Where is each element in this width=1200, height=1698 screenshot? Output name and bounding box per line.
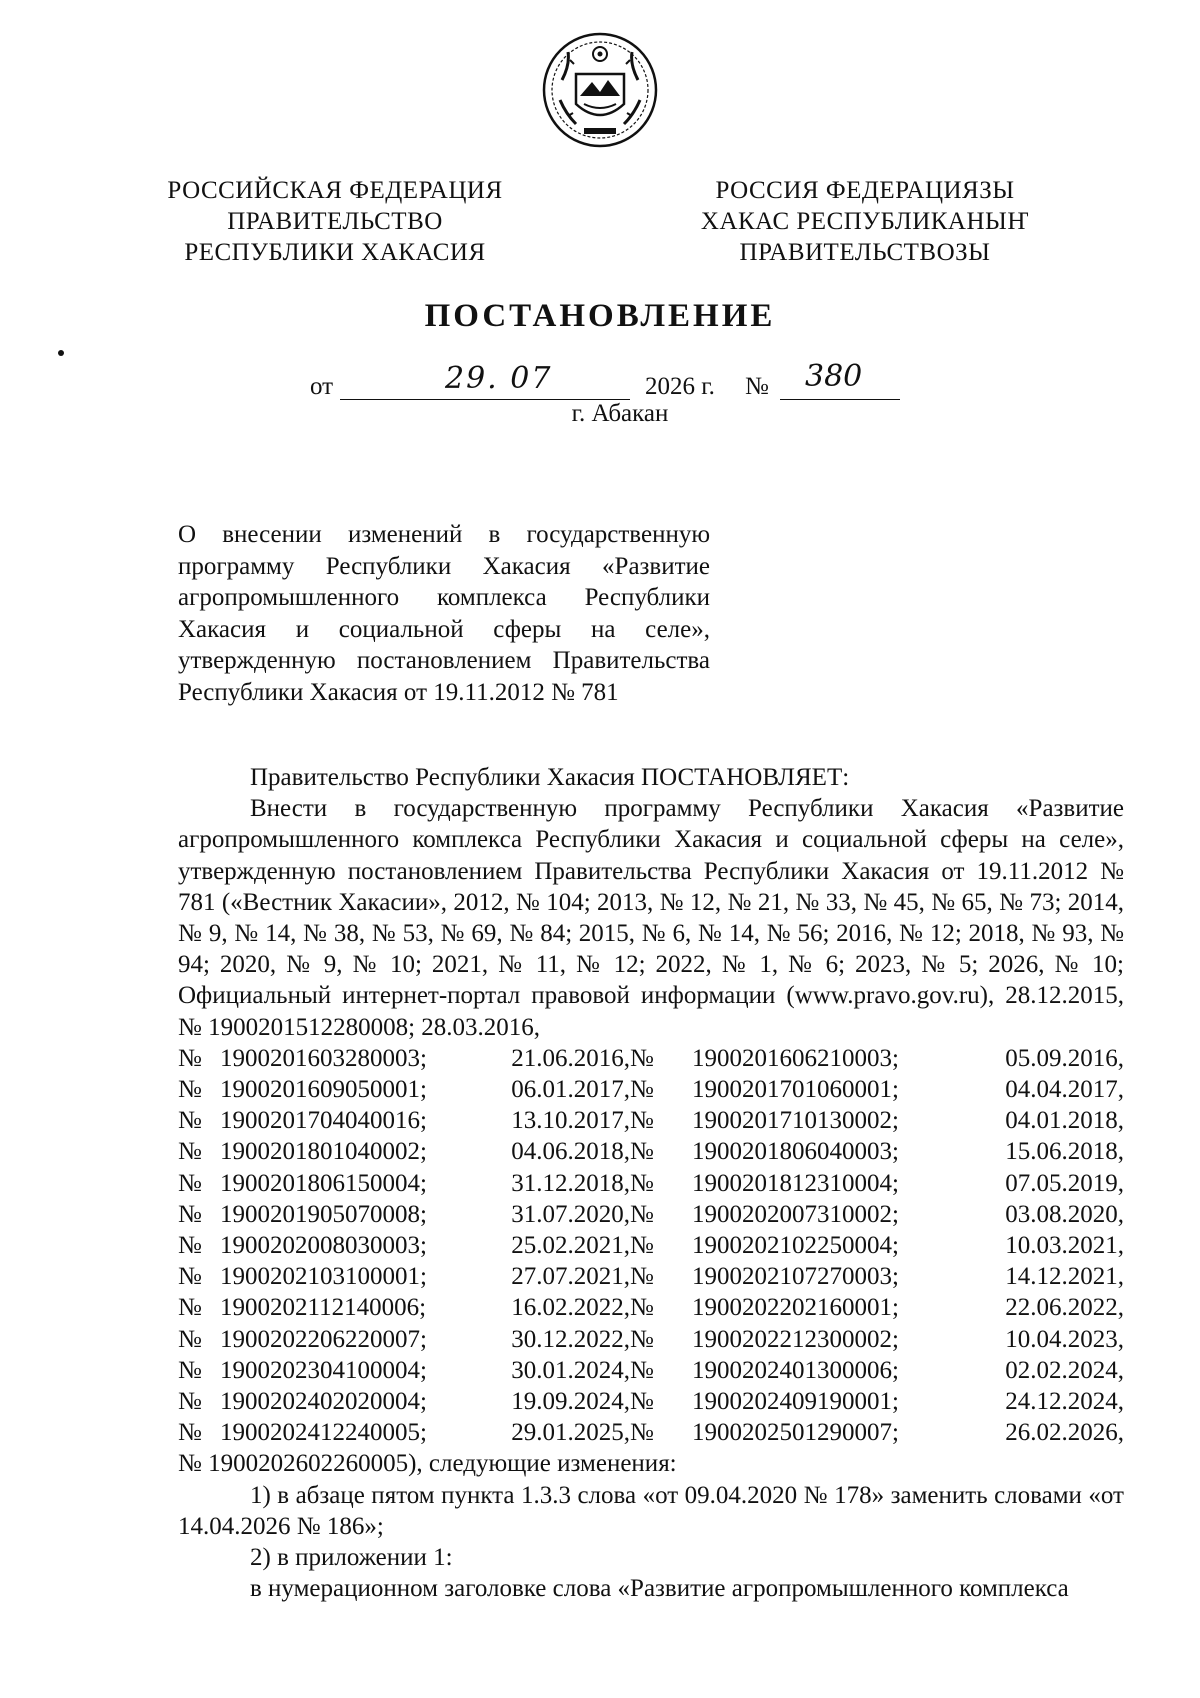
reference-cell: №: [178, 1076, 202, 1104]
intro-paragraph: Внести в государственную программу Республики Хакасия «Развитие агропромышленного комплекса Республики Хакасия и социальной сферы на селе», утвержденную постановлением Правительства Республики Хакасия от 19.11.2012 № 781 («Вестник Хакасии», 2012, № 104; 2013, № 12, № 21, № 33, № 45, № 65, № 73; 2014, № 9, № 14, № 38, № 53, № 69, № 84; 2015, № 6, № 14, № 56; 2016, № 12; 2018, № 93, № 94; 2020, № 9, № 10; 2021, № 11, № 12; 2022, № 1, № 6; 2023, № 5; 2026, № 10; Официальный интернет-портал правовой информации (www.pravo.gov.ru), 28.12.2015, № 1900201512280008; 28.03.2016,: [178, 795, 1124, 1041]
reference-cell: 1900201603280003;: [220, 1044, 427, 1072]
reference-cell: 1900201812310004;: [692, 1169, 899, 1197]
reference-cell: 26.02.2026,: [1005, 1419, 1124, 1447]
reference-cell: 1900202102250004;: [692, 1232, 899, 1260]
reference-cell: 1900202501290007;: [692, 1419, 899, 1447]
margin-dot: [58, 350, 64, 356]
header-left-line: РОССИЙСКАЯ ФЕДЕРАЦИЯ: [167, 177, 503, 204]
header-right-line: ХАКАС РЕСПУБЛИКАНЫҤ: [700, 208, 1030, 235]
reference-cell: №: [178, 1294, 202, 1322]
reference-cell: 25.02.2021,: [511, 1232, 630, 1260]
reference-cell: 1900201704040016;: [220, 1107, 427, 1135]
reference-cell: 30.01.2024,: [511, 1356, 630, 1384]
reference-cell: 1900201806040003;: [692, 1138, 899, 1166]
reference-cell: 21.06.2016,: [511, 1044, 630, 1072]
reference-cell: 1900202008030003;: [220, 1232, 427, 1260]
reference-cell: 1900201806150004;: [220, 1169, 427, 1197]
reference-cell: 1900202304100004;: [220, 1356, 427, 1384]
reference-cell: 29.01.2025,: [511, 1419, 630, 1447]
document-subject: О внесении изменений в государственную программу Республики Хакасия «Развитие агропромышленного комплекса Республики Хакасия и социальной сферы на селе», утвержденную постановлением Правительства Республики Хакасия от 19.11.2012 № 781: [178, 521, 710, 706]
reference-cell: №: [178, 1232, 202, 1260]
reference-cell: 07.05.2019,: [1005, 1169, 1124, 1197]
reference-cell: 1900201905070008;: [220, 1200, 427, 1228]
city-label: г. Абакан: [571, 400, 669, 427]
reference-cell: 1900202112140006;: [220, 1294, 427, 1322]
header-left-russian: [165, 175, 505, 268]
reference-cell: 1900202202160001;: [692, 1294, 899, 1322]
reference-cell: 06.01.2017,: [511, 1076, 630, 1104]
reference-cell: 27.07.2021,: [511, 1263, 630, 1291]
reference-cell: №: [178, 1388, 202, 1416]
reference-cell: №: [630, 1232, 654, 1260]
reference-cell: 10.03.2021,: [1005, 1232, 1124, 1260]
reference-cell: 16.02.2022,: [511, 1294, 630, 1322]
reference-list: [178, 1043, 1124, 1449]
reference-cell: 02.02.2024,: [1005, 1356, 1124, 1384]
reference-cell: №: [630, 1076, 654, 1104]
header-right-khakas: [700, 175, 1030, 268]
reference-cell: 1900201609050001;: [220, 1076, 427, 1104]
reference-cell: №: [178, 1107, 202, 1135]
reference-cell: №: [630, 1200, 654, 1228]
reference-cell: №: [178, 1169, 202, 1197]
reference-cell: 1900202412240005;: [220, 1419, 427, 1447]
reference-cell: 1900201606210003;: [692, 1044, 899, 1072]
reference-cell: 1900202007310002;: [692, 1200, 899, 1228]
reference-cell: №: [630, 1263, 654, 1291]
header-left-line: ПРАВИТЕЛЬСТВО: [227, 208, 443, 235]
reference-cell: 13.10.2017,: [511, 1107, 630, 1135]
reference-cell: 04.04.2017,: [1005, 1076, 1124, 1104]
item-3: в нумерационном заголовке слова «Развитие агропромышленного комплекса: [250, 1575, 1069, 1603]
reference-cell: №: [630, 1107, 654, 1135]
header-left-line: РЕСПУБЛИКИ ХАКАСИЯ: [184, 239, 486, 266]
reference-cell: 31.07.2020,: [511, 1200, 630, 1228]
from-label: от: [310, 373, 334, 400]
document-body: [178, 762, 1124, 1604]
reference-cell: №: [178, 1263, 202, 1291]
reference-cell: №: [178, 1044, 202, 1072]
reference-cell: 1900202103100001;: [220, 1263, 427, 1291]
reference-cell: №: [178, 1138, 202, 1166]
reference-cell: №: [178, 1419, 202, 1447]
coat-of-arms-emblem: [540, 30, 660, 150]
reference-cell: 30.12.2022,: [511, 1325, 630, 1353]
reference-cell: 22.06.2022,: [1005, 1294, 1124, 1322]
reference-cell: №: [630, 1138, 654, 1166]
header-right-line: ПРАВИТЕЛЬСТВОЗЫ: [739, 239, 991, 266]
decree-line: Правительство Республики Хакасия ПОСТАНОВЛЯЕТ:: [250, 764, 850, 791]
reference-cell: №: [630, 1294, 654, 1322]
reference-cell: 10.04.2023,: [1005, 1325, 1124, 1353]
reference-cell: 1900201801040002;: [220, 1138, 427, 1166]
reference-cell: 31.12.2018,: [511, 1169, 630, 1197]
handwritten-date: 29. 07: [445, 361, 553, 396]
reference-tail: № 1900202602260005), следующие изменения:: [178, 1450, 677, 1478]
reference-cell: №: [178, 1356, 202, 1384]
reference-cell: 03.08.2020,: [1005, 1200, 1124, 1228]
reference-cell: №: [630, 1169, 654, 1197]
reference-cell: 1900202107270003;: [692, 1263, 899, 1291]
number-label: №: [745, 373, 769, 400]
reference-cell: №: [630, 1356, 654, 1384]
reference-cell: 1900202402020004;: [220, 1388, 427, 1416]
reference-cell: №: [630, 1325, 654, 1353]
reference-cell: №: [178, 1200, 202, 1228]
reference-cell: 14.12.2021,: [1005, 1263, 1124, 1291]
reference-cell: 1900202401300006;: [692, 1356, 899, 1384]
reference-cell: 04.01.2018,: [1005, 1107, 1124, 1135]
reference-cell: №: [630, 1388, 654, 1416]
year-label: 2026 г.: [645, 373, 715, 400]
reference-cell: №: [630, 1419, 654, 1447]
reference-cell: 05.09.2016,: [1005, 1044, 1124, 1072]
reference-cell: №: [630, 1044, 654, 1072]
handwritten-number: 380: [805, 359, 863, 394]
reference-cell: 24.12.2024,: [1005, 1388, 1124, 1416]
item-2: 2) в приложении 1:: [250, 1544, 453, 1572]
reference-cell: 1900202212300002;: [692, 1325, 899, 1353]
reference-cell: 1900201701060001;: [692, 1076, 899, 1104]
reference-cell: 19.09.2024,: [511, 1388, 630, 1416]
reference-cell: 1900201710130002;: [692, 1107, 899, 1135]
reference-cell: 1900202206220007;: [220, 1325, 427, 1353]
reference-cell: 15.06.2018,: [1005, 1138, 1124, 1166]
reference-cell: 04.06.2018,: [511, 1138, 630, 1166]
document-title: ПОСТАНОВЛЕНИЕ: [424, 298, 776, 334]
item-1: 1) в абзаце пятом пункта 1.3.3 слова «от 09.04.2020 № 178» заменить словами «от 14.04.2026 № 186»;: [178, 1481, 1124, 1540]
reference-cell: №: [178, 1325, 202, 1353]
header-right-line: РОССИЯ ФЕДЕРАЦИЯЗЫ: [715, 177, 1015, 204]
date-number-line: [0, 359, 1200, 405]
reference-cell: 1900202409190001;: [692, 1388, 899, 1416]
